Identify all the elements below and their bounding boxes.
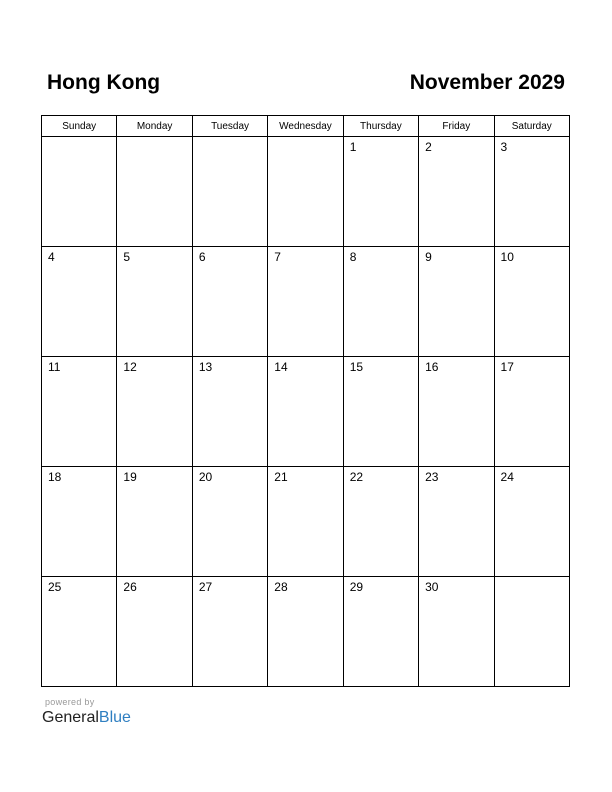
day-cell <box>343 577 418 687</box>
day-number: 25 <box>48 580 62 594</box>
day-number: 11 <box>48 360 61 374</box>
day-cell <box>192 357 267 467</box>
day-cell <box>42 467 117 577</box>
day-cell <box>117 357 192 467</box>
week-row <box>42 467 570 577</box>
day-number: 8 <box>349 250 357 264</box>
day-cell <box>343 247 418 357</box>
day-cell <box>343 357 418 467</box>
day-cell <box>268 357 343 467</box>
day-number: 18 <box>48 470 62 484</box>
day-cell <box>268 467 343 577</box>
day-number: 30 <box>425 580 439 594</box>
day-cell <box>268 577 343 687</box>
day-number: 24 <box>500 470 514 484</box>
day-number: 29 <box>349 580 364 594</box>
day-cell <box>419 137 494 247</box>
day-number <box>117 137 191 140</box>
weekday-tuesday: Tuesday <box>192 116 267 137</box>
day-cell <box>494 137 569 247</box>
day-cell <box>117 577 192 687</box>
day-number: 27 <box>198 580 213 594</box>
day-number <box>193 137 267 140</box>
day-cell <box>419 467 494 577</box>
day-cell <box>192 577 267 687</box>
day-number: 13 <box>198 360 213 374</box>
day-cell <box>494 357 569 467</box>
weekday-friday: Friday <box>419 116 494 137</box>
day-cell <box>494 467 569 577</box>
day-cell <box>192 137 267 247</box>
day-number: 28 <box>274 580 288 594</box>
day-number: 7 <box>274 250 281 264</box>
week-row <box>42 357 570 467</box>
day-number: 26 <box>123 580 137 594</box>
day-number: 17 <box>500 360 514 374</box>
day-cell <box>117 467 192 577</box>
day-number: 1 <box>349 140 357 154</box>
day-number: 2 <box>425 140 432 154</box>
week-row <box>42 137 570 247</box>
day-cell <box>343 137 418 247</box>
footer-branding <box>42 697 131 728</box>
weekday-wednesday: Wednesday <box>268 116 343 137</box>
weekday-monday: Monday <box>117 116 192 137</box>
day-number: 21 <box>274 470 288 484</box>
region-title: Hong Kong <box>47 71 161 94</box>
day-number: 16 <box>425 360 439 374</box>
day-number: 3 <box>500 140 508 154</box>
calendar-grid <box>41 115 570 687</box>
weekday-thursday: Thursday <box>343 116 418 137</box>
day-number: 19 <box>123 470 137 484</box>
day-cell <box>419 357 494 467</box>
day-number: 20 <box>198 470 213 484</box>
day-cell <box>117 247 192 357</box>
day-cell <box>192 467 267 577</box>
day-number <box>42 137 116 140</box>
day-number: 6 <box>198 250 206 264</box>
day-number: 23 <box>425 470 439 484</box>
day-number: 22 <box>349 470 364 484</box>
day-cell <box>42 247 117 357</box>
day-cell <box>343 467 418 577</box>
powered-by-label: powered by <box>45 697 95 707</box>
brand-blue-text: Blue <box>98 709 131 726</box>
generalblue-logo[interactable] <box>42 708 131 728</box>
day-cell <box>268 137 343 247</box>
week-row <box>42 247 570 357</box>
day-number: 4 <box>48 250 55 264</box>
day-cell <box>268 247 343 357</box>
day-cell <box>42 357 117 467</box>
day-cell <box>42 137 117 247</box>
day-cell <box>494 577 569 687</box>
day-number: 5 <box>123 250 131 264</box>
day-cell <box>494 247 569 357</box>
day-number: 15 <box>349 360 364 374</box>
month-year-title: November 2029 <box>409 71 565 94</box>
week-row <box>42 577 570 687</box>
day-cell <box>42 577 117 687</box>
day-cell <box>419 247 494 357</box>
weekday-sunday: Sunday <box>42 116 117 137</box>
day-number: 12 <box>123 360 137 374</box>
day-number: 10 <box>500 250 514 264</box>
day-number <box>495 577 569 580</box>
weekday-saturday: Saturday <box>494 116 569 137</box>
day-number: 14 <box>274 360 288 374</box>
day-number <box>268 137 342 140</box>
weekday-header-row <box>42 116 570 137</box>
day-number: 9 <box>425 250 432 264</box>
brand-general-text: General <box>42 709 99 726</box>
day-cell <box>192 247 267 357</box>
day-cell <box>117 137 192 247</box>
day-cell <box>419 577 494 687</box>
